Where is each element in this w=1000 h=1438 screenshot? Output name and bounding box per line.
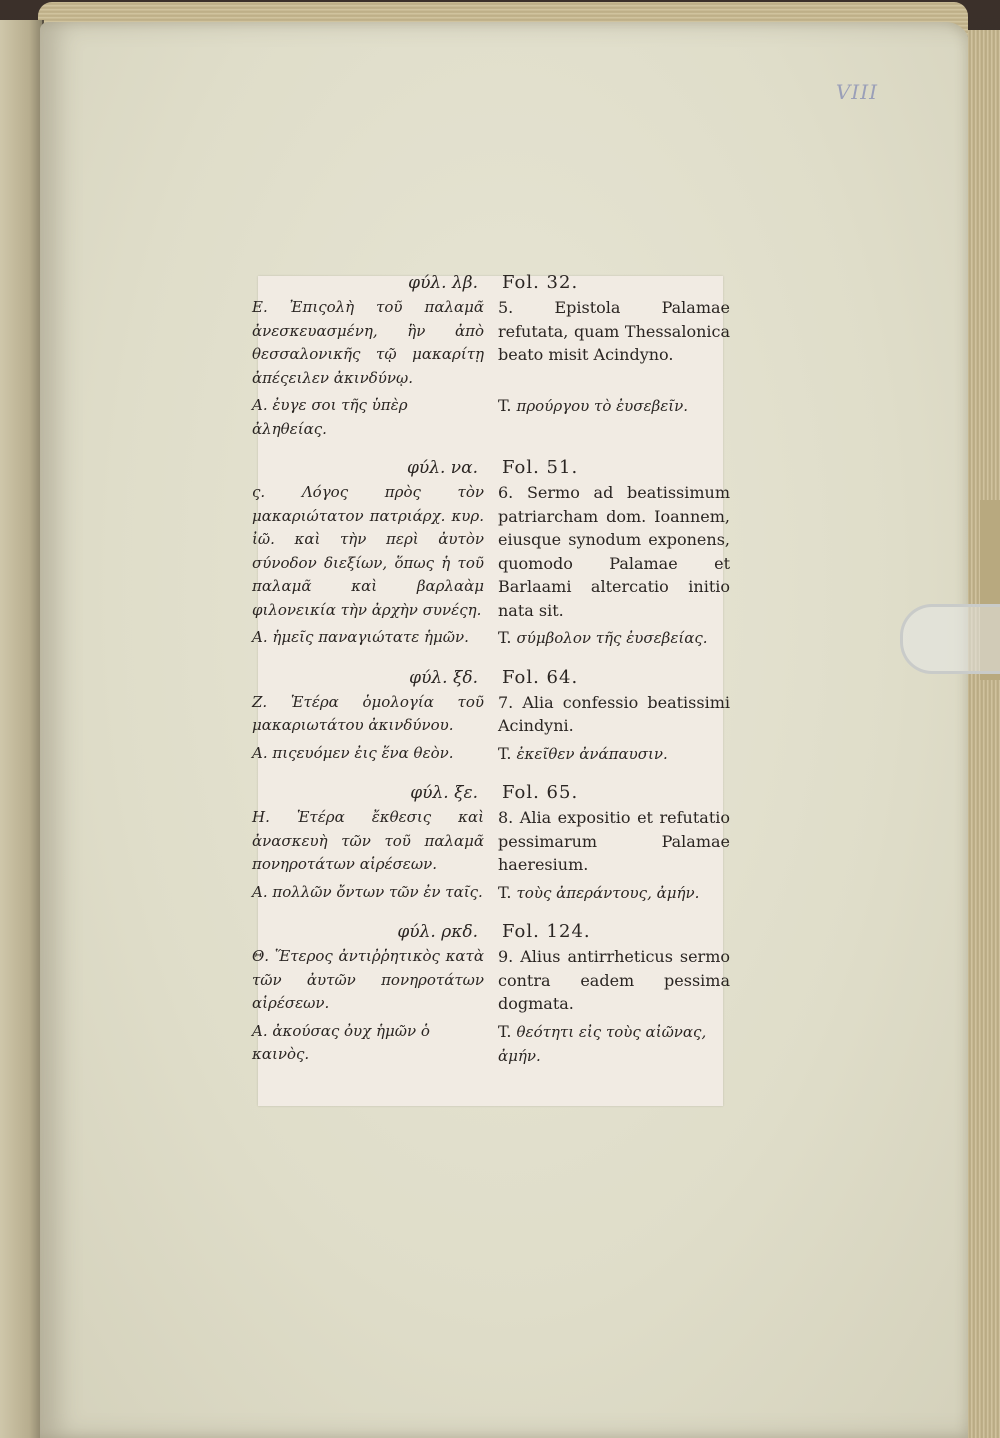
latin-explicit [484, 881, 730, 906]
folio-greek: φύλ. λβ. [408, 273, 478, 293]
greek-incipit: Α. πιςευόμεν ἐις ἕνα θεὸν. [252, 743, 454, 762]
folio-greek: φύλ. ξδ. [409, 667, 478, 688]
explicit-text: ἐκεῖθεν ἀνάπαυσιν. [516, 744, 668, 763]
left-page-edge [0, 20, 44, 1438]
title-row [250, 296, 730, 390]
catalog-entry [250, 780, 730, 905]
explicit-text: θεότητι εἰς τοὺς αἰῶνας, ἀμήν. [498, 1022, 707, 1065]
explicit-text: προύργου τὸ ἐυσεβεῖν. [516, 397, 689, 415]
paper-clip [900, 604, 1000, 674]
latin-title: 8. Alia expositio et refutatio pessimarum Palamae haeresium. [498, 808, 730, 874]
greek-incipit: Α. ἀκούσας ὀυχ ἡμῶν ὁ καινὸς. [252, 1021, 430, 1063]
folio-latin: Fol. 124. [502, 921, 591, 942]
latin-explicit [484, 1020, 730, 1069]
latin-explicit [484, 742, 730, 767]
greek-title: Θ. Ἕτερος ἀντιῤῥητικὸς κατὰ τῶν ἀυτῶν πονηροτάτων αἱρέσεων. [252, 947, 484, 1012]
folio-greek: φύλ. ρκδ. [397, 922, 478, 942]
catalog-entry [250, 270, 730, 441]
title-row [250, 481, 730, 622]
entry-spacer [250, 905, 730, 919]
latin-title: 6. Sermo ad beatissimum patriarcham dom. Ioannem, eiusque synodum exponens, quomodo Palamae et Barlaami altercatio initio nata sit. [498, 483, 730, 620]
title-row [250, 806, 730, 877]
catalog-entry [250, 455, 730, 651]
folio-greek: φύλ. ξε. [410, 783, 478, 803]
page-number: VIII [835, 80, 878, 104]
folio-greek: φύλ. να. [406, 458, 478, 478]
greek-incipit: Α. πολλῶν ὄντων τῶν ἐν ταῖς. [252, 882, 483, 901]
explicit-text: σύμβολον τῆς ἐυσεβείας. [516, 629, 708, 647]
latin-title: 5. Epistola Palamae refutata, quam Thessalonica beato misit Acindyno. [498, 298, 730, 364]
explicit-label: T. [498, 882, 512, 902]
catalog-entry [250, 919, 730, 1069]
latin-title: 7. Alia confessio beatissimi Acindyni. [498, 692, 730, 735]
catalog-entries [250, 270, 730, 1069]
incipit-row [250, 622, 730, 651]
folio-row [250, 780, 730, 806]
title-row [250, 691, 730, 738]
catalog-entry [250, 665, 730, 767]
greek-title: Ε. Ἐπιςολὴ τοῦ παλαμᾶ ἀνεσκευασμένη, ἣν ἀπὸ θεσσαλονικῆς τῷ μακαρίτῃ ἀπέςειλεν ἀκινδύνῳ. [252, 298, 484, 387]
folio-row [250, 665, 730, 691]
right-page-edges [968, 30, 1000, 1438]
title-row [250, 945, 730, 1016]
folio-latin: Fol. 51. [502, 457, 579, 478]
incipit-row [250, 877, 730, 906]
entry-spacer [250, 441, 730, 455]
greek-incipit: Α. ἡμεῖς παναγιώτατε ἡμῶν. [252, 628, 469, 646]
explicit-text: τοὺς ἀπεράντους, ἀμήν. [516, 883, 700, 902]
entry-spacer [250, 651, 730, 665]
greek-title: Η. Ἑτέρα ἔκθεσις καὶ ἀνασκευὴ τῶν τοῦ παλαμᾶ πονηροτάτων αἱρέσεων. [252, 808, 484, 873]
explicit-label: T. [498, 1021, 512, 1041]
latin-explicit [484, 626, 730, 651]
explicit-label: T. [498, 743, 512, 763]
greek-title: Ζ. Ἑτέρα ὁμολογία τοῦ μακαριωτάτου ἀκινδύνου. [252, 692, 484, 734]
folio-latin: Fol. 64. [502, 666, 579, 688]
explicit-label: T. [498, 628, 512, 647]
folio-row [250, 919, 730, 945]
latin-explicit [484, 394, 730, 441]
incipit-row [250, 1016, 730, 1069]
explicit-label: T. [498, 396, 512, 415]
incipit-row [250, 390, 730, 441]
incipit-row [250, 738, 730, 767]
folio-latin: Fol. 65. [502, 782, 579, 803]
greek-incipit: Α. ἐυγε σοι τῆς ὑπὲρ ἀληθείας. [252, 396, 408, 438]
folio-row [250, 270, 730, 296]
folio-latin: Fol. 32. [502, 272, 579, 293]
folio-row [250, 455, 730, 481]
latin-title: 9. Alius antirrheticus sermo contra eadem pessima dogmata. [498, 947, 730, 1013]
entry-spacer [250, 766, 730, 780]
greek-title: ς. Λόγος πρὸς τὸν μακαριώτατον πατριάρχ. κυρ. ἰῶ. καὶ τὴν περὶ ἀυτὸν σύνοδον διεξίων, ὅπως ἡ τοῦ παλαμᾶ καὶ βαρλαὰμ φιλονεικία τὴν ἀρχὴν συνέςη. [252, 483, 484, 619]
